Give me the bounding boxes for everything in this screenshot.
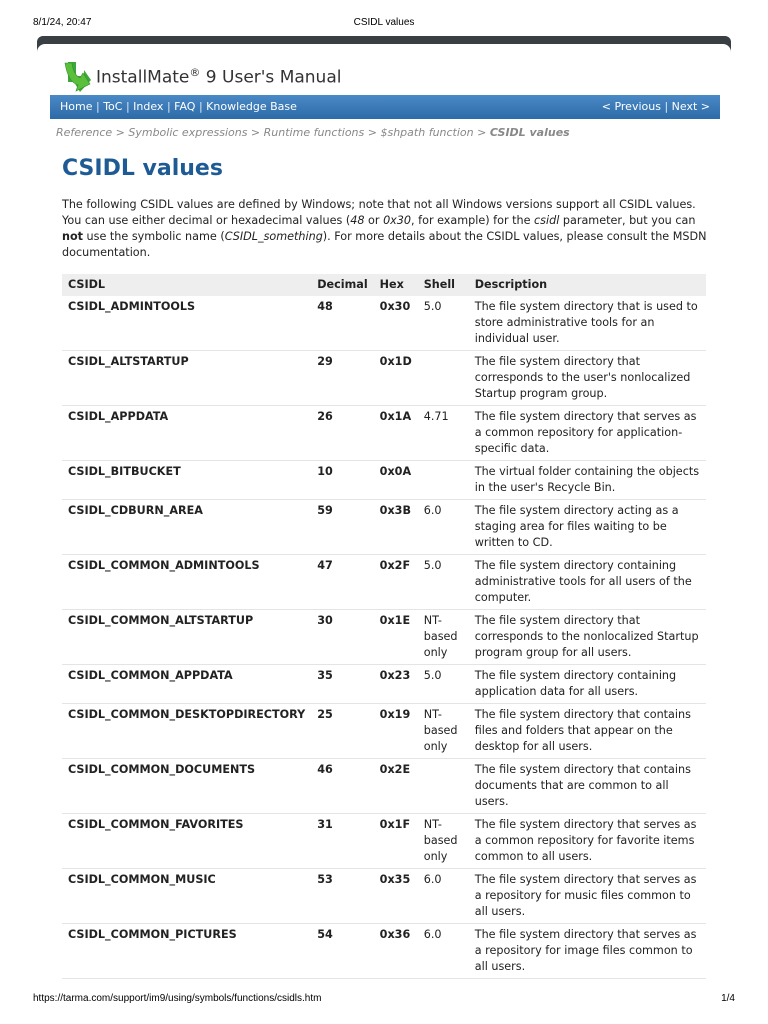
cell-description: The file system directory that contains files and folders that appear on the desktop for all users. xyxy=(469,704,706,759)
cell-description: The file system directory containing application data for all users. xyxy=(469,665,706,704)
cell-description: The file system directory containing administrative tools for all users of the computer. xyxy=(469,555,706,610)
breadcrumb: Reference > Symbolic expressions > Runtime functions > $shpath function > CSIDL values xyxy=(56,126,570,139)
cell-shell: 5.0 xyxy=(418,296,469,351)
print-page-number: 1/4 xyxy=(721,993,735,1004)
table-row xyxy=(62,500,706,555)
cell-csidl-name: CSIDL_COMMON_ADMINTOOLS xyxy=(62,555,311,610)
breadcrumb-current: CSIDL values xyxy=(489,126,570,139)
cell-description: The file system directory that corresponds to the user's nonlocalized Startup program group. xyxy=(469,351,706,406)
cell-decimal: 54 xyxy=(311,924,373,979)
header-shell: Shell xyxy=(418,274,469,296)
table-header-row xyxy=(62,274,706,296)
cell-decimal: 31 xyxy=(311,814,373,869)
cell-decimal: 30 xyxy=(311,610,373,665)
table-row xyxy=(62,704,706,759)
table-row xyxy=(62,461,706,500)
cell-description: The file system directory that corresponds to the nonlocalized Startup program group for all users. xyxy=(469,610,706,665)
logo-text: InstallMate® 9 User's Manual xyxy=(96,66,342,88)
nav-right: < Previous | Next > xyxy=(601,100,710,113)
table-row xyxy=(62,759,706,814)
cell-description: The file system directory acting as a staging area for files waiting to be written to CD. xyxy=(469,500,706,555)
cell-shell: 5.0 xyxy=(418,665,469,704)
cell-csidl-name: CSIDL_COMMON_PICTURES xyxy=(62,924,311,979)
print-url: https://tarma.com/support/im9/using/symbols/functions/csidls.htm xyxy=(33,993,322,1004)
table-row xyxy=(62,555,706,610)
cell-decimal: 10 xyxy=(311,461,373,500)
cell-shell xyxy=(418,759,469,814)
header-description: Description xyxy=(469,274,706,296)
cell-csidl-name: CSIDL_COMMON_MUSIC xyxy=(62,869,311,924)
cell-decimal: 35 xyxy=(311,665,373,704)
table-row xyxy=(62,665,706,704)
cell-description: The file system directory that serves as a repository for music files common to all users. xyxy=(469,869,706,924)
cell-description: The file system directory that contains documents that are common to all users. xyxy=(469,759,706,814)
table-row xyxy=(62,351,706,406)
print-date: 8/1/24, 20:47 xyxy=(33,17,92,28)
nav-index-link[interactable]: Index xyxy=(133,100,164,113)
cell-shell xyxy=(418,461,469,500)
intro-paragraph: The following CSIDL values are defined by Windows; note that not all Windows versions support all CSIDL values. You can use either decimal or hexadecimal values (48 or 0x30, for example) for the csidl parameter, but you can not use the symbolic name (CSIDL_something). For more details about the CSIDL values, please consult the MSDN documentation. xyxy=(62,198,707,259)
cell-hex: 0x30 xyxy=(374,296,418,351)
cell-hex: 0x3B xyxy=(374,500,418,555)
print-title: CSIDL values xyxy=(353,17,415,28)
print-header xyxy=(0,0,768,36)
cell-shell: 5.0 xyxy=(418,555,469,610)
cell-shell: 6.0 xyxy=(418,924,469,979)
breadcrumb-reference[interactable]: Reference xyxy=(56,126,113,139)
header-csidl: CSIDL xyxy=(62,274,311,296)
cell-decimal: 46 xyxy=(311,759,373,814)
header-decimal: Decimal xyxy=(311,274,373,296)
cell-hex: 0x1E xyxy=(374,610,418,665)
cell-shell xyxy=(418,351,469,406)
cell-csidl-name: CSIDL_APPDATA xyxy=(62,406,311,461)
nav-toc-link[interactable]: ToC xyxy=(103,100,123,113)
table-row xyxy=(62,296,706,351)
nav-left: Home | ToC | Index | FAQ | Knowledge Base xyxy=(60,100,297,113)
cell-hex: 0x2E xyxy=(374,759,418,814)
table-row xyxy=(62,610,706,665)
cell-shell: NT-based only xyxy=(418,610,469,665)
nav-next-link[interactable]: Next > xyxy=(671,100,710,113)
cell-hex: 0x23 xyxy=(374,665,418,704)
cell-decimal: 53 xyxy=(311,869,373,924)
cell-csidl-name: CSIDL_ADMINTOOLS xyxy=(62,296,311,351)
page-title: CSIDL values xyxy=(62,156,223,181)
table-body xyxy=(62,296,706,979)
cell-csidl-name: CSIDL_COMMON_FAVORITES xyxy=(62,814,311,869)
cell-decimal: 25 xyxy=(311,704,373,759)
cell-csidl-name: CSIDL_COMMON_DOCUMENTS xyxy=(62,759,311,814)
cell-shell: 4.71 xyxy=(418,406,469,461)
cell-description: The virtual folder containing the objects in the user's Recycle Bin. xyxy=(469,461,706,500)
green-arrow-icon xyxy=(62,60,92,94)
cell-hex: 0x35 xyxy=(374,869,418,924)
cell-shell: 6.0 xyxy=(418,869,469,924)
cell-hex: 0x1D xyxy=(374,351,418,406)
cell-hex: 0x1A xyxy=(374,406,418,461)
table-row xyxy=(62,814,706,869)
cell-description: The file system directory that serves as a repository for image files common to all users. xyxy=(469,924,706,979)
breadcrumb-symbolic-expressions[interactable]: Symbolic expressions xyxy=(128,126,248,139)
cell-decimal: 47 xyxy=(311,555,373,610)
cell-csidl-name: CSIDL_BITBUCKET xyxy=(62,461,311,500)
cell-hex: 0x0A xyxy=(374,461,418,500)
cell-shell: NT-based only xyxy=(418,704,469,759)
cell-csidl-name: CSIDL_ALTSTARTUP xyxy=(62,351,311,406)
cell-hex: 0x19 xyxy=(374,704,418,759)
cell-decimal: 48 xyxy=(311,296,373,351)
nav-knowledge-base-link[interactable]: Knowledge Base xyxy=(206,100,297,113)
table-row xyxy=(62,869,706,924)
cell-csidl-name: CSIDL_COMMON_ALTSTARTUP xyxy=(62,610,311,665)
cell-csidl-name: CSIDL_COMMON_APPDATA xyxy=(62,665,311,704)
cell-hex: 0x36 xyxy=(374,924,418,979)
cell-decimal: 59 xyxy=(311,500,373,555)
cell-csidl-name: CSIDL_CDBURN_AREA xyxy=(62,500,311,555)
breadcrumb-runtime-functions[interactable]: Runtime functions xyxy=(263,126,365,139)
print-footer xyxy=(0,992,768,1012)
nav-home-link[interactable]: Home xyxy=(60,100,93,113)
csidl-table xyxy=(62,274,706,979)
cell-description: The file system directory that is used to store administrative tools for an individual user. xyxy=(469,296,706,351)
cell-shell: NT-based only xyxy=(418,814,469,869)
nav-bar xyxy=(50,95,720,119)
nav-previous-link[interactable]: < Previous xyxy=(601,100,661,113)
table-row xyxy=(62,924,706,979)
cell-hex: 0x1F xyxy=(374,814,418,869)
header-hex: Hex xyxy=(374,274,418,296)
cell-description: The file system directory that serves as a common repository for application-specific data. xyxy=(469,406,706,461)
cell-hex: 0x2F xyxy=(374,555,418,610)
cell-description: The file system directory that serves as a common repository for favorite items common to all users. xyxy=(469,814,706,869)
cell-decimal: 26 xyxy=(311,406,373,461)
cell-decimal: 29 xyxy=(311,351,373,406)
nav-faq-link[interactable]: FAQ xyxy=(174,100,196,113)
table-row xyxy=(62,406,706,461)
cell-shell: 6.0 xyxy=(418,500,469,555)
breadcrumb-shpath-function[interactable]: $shpath function xyxy=(380,126,474,139)
cell-csidl-name: CSIDL_COMMON_DESKTOPDIRECTORY xyxy=(62,704,311,759)
